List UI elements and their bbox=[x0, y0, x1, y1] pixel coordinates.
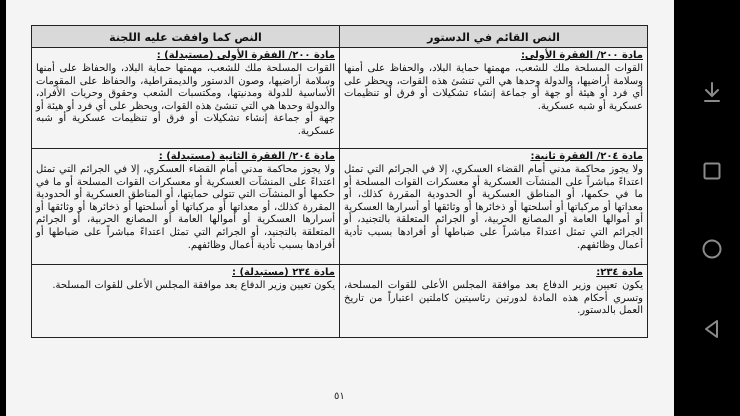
home-circle-icon bbox=[701, 238, 723, 260]
article-title: مادة ٢٠٤/ الفقرة الثانية (مستبدلة) : bbox=[158, 151, 335, 162]
download-button[interactable] bbox=[683, 78, 740, 108]
approved-article-cell bbox=[32, 149, 340, 265]
header-approved-text: النص كما وافقت عليه اللجنة bbox=[32, 26, 340, 48]
comparison-table bbox=[31, 25, 648, 338]
table-header-row bbox=[32, 26, 648, 48]
home-button[interactable] bbox=[683, 231, 740, 267]
article-title: مادة ٢٠٤/ الفقرة ثانية: bbox=[530, 151, 643, 162]
article-text: القوات المسلحة ملك للشعب، مهمتها حماية البلاد، والحفاظ على أمنها وسلامة أراضيها، والدولة وحدها هي التي تنشئ هذه القوات، ويحظر على أي فرد أو هيئة أو جهة أو جماعة إنشاء تشكيلات أو فرق أو تنظيمات عسكرية أو شبه عسكرية. bbox=[344, 63, 643, 112]
header-current-text: النص القائم في الدستور bbox=[340, 26, 648, 48]
article-title: مادة ٢٠٠/ الفقرة الأولى: bbox=[520, 50, 643, 61]
current-article-cell bbox=[340, 149, 648, 265]
article-text: ولا يجوز محاكمة مدني أمام القضاء العسكري، إلا في الجرائم التي تمثل اعتداءً مباشراً على المنشآت العسكرية أو معسكرات القوات المسلحة أو ما في حكمها، أو المناطق العسكرية أو الحدودية المقررة كذلك، أو معداتها أو مركباتها أو أسلحتها أو ذخائرها أو وثائقها أو أسرارها العسكرية أو أموالها العامة أو المصانع الحربية، أو الجرائم المتعلقة بالتجنيد، أو الجرائم التي تمثل اعتداءً مباشراً على ضباطها أو أفرادها بسبب تأدية أعمال وظائفهم. bbox=[344, 164, 643, 251]
recents-button[interactable] bbox=[683, 154, 740, 188]
table-row bbox=[32, 265, 648, 338]
download-arrow-icon bbox=[702, 81, 722, 105]
recents-square-icon bbox=[702, 161, 722, 181]
android-nav-bar bbox=[683, 0, 740, 416]
page-number: ٥١ bbox=[334, 391, 345, 402]
table-row bbox=[32, 149, 648, 265]
document-page bbox=[6, 0, 674, 416]
back-button[interactable] bbox=[683, 311, 740, 347]
article-text: يكون تعيين وزير الدفاع بعد موافقة المجلس الأعلى للقوات المسلحة، وتسري أحكام هذه المادة لدورتين رئاسيتين كاملتين اعتباراً من تاريخ العمل بالدستور. bbox=[344, 280, 643, 317]
article-title: مادة ٢٣٤ (مستبدلة) : bbox=[231, 267, 335, 278]
current-article-cell bbox=[340, 265, 648, 338]
current-article-cell bbox=[340, 48, 648, 149]
article-title: مادة ٢٣٤: bbox=[596, 267, 643, 278]
article-text: ولا يجوز محاكمة مدني أمام القضاء العسكري، إلا في الجرائم التي تمثل اعتداءً على المنشآت العسكرية أو معسكرات القوات المسلحة أو ما في حكمها أو المنشآت التي تتولى حمايتها، أو المناطق العسكرية أو الحدودية المقررة كذلك، أو معداتها أو مركباتها أو أسلحتها أو ذخائرها أو وثائقها أو أسرارها العسكرية أو أموالها العامة أو المصانع الحربية، أو الجرائم المتعلقة بالتجنيد، أو الجرائم التي تمثل اعتداءً مباشراً على ضباطها أو أفرادها بسبب تأدية أعمال وظائفهم. bbox=[36, 164, 335, 251]
approved-article-cell bbox=[32, 48, 340, 149]
article-title: مادة ٢٠٠/ الفقرة الأولى (مستبدلة) : bbox=[156, 50, 335, 61]
article-text: يكون تعيين وزير الدفاع بعد موافقة المجلس الأعلى للقوات المسلحة. bbox=[52, 280, 335, 291]
article-text: القوات المسلحة ملك للشعب، مهمتها حماية البلاد، والحفاظ على أمنها وسلامة أراضيها، وصون الدستور والديمقراطية، والحفاظ على المقومات الأساسية للدولة ومدنيتها، ومكتسبات الشعب وحقوق وحريات الأفراد، والدولة وحدها هي التي تنشئ هذه القوات، ويحظر على أي فرد أو هيئة أو جهة أو جماعة إنشاء تشكيلات أو فرق أو تنظيمات عسكرية أو شبه عسكرية. bbox=[36, 63, 335, 137]
table-row bbox=[32, 48, 648, 149]
approved-article-cell bbox=[32, 265, 340, 338]
back-triangle-icon bbox=[702, 318, 722, 340]
